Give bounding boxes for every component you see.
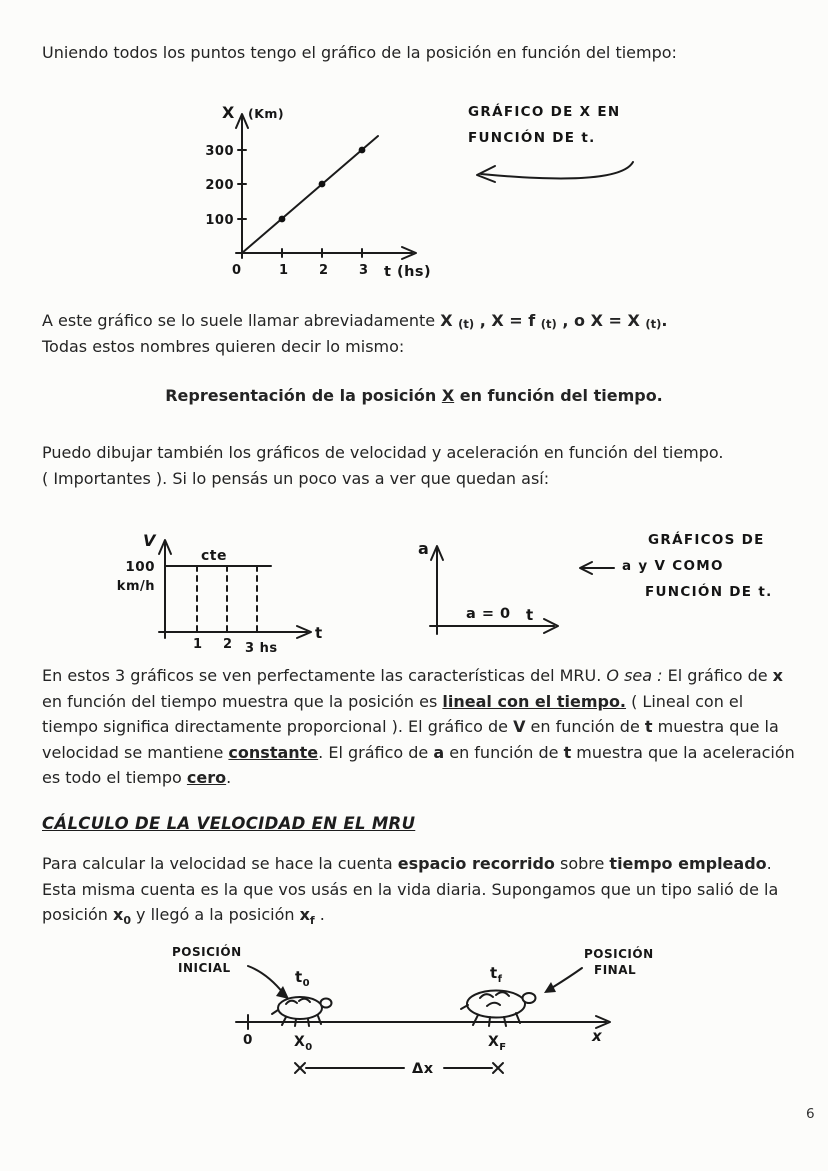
text-run: muestra que la velocidad se mantiene [42,717,779,762]
data-point-1 [279,216,286,223]
x-tick-3: 3 [359,263,369,278]
t0-base: t [295,968,303,986]
x0-subscript: 0 [305,1042,313,1053]
phrase-constante: constante [228,742,319,762]
annotation-arrow-left [455,152,640,192]
x-axis-label: t [526,606,534,624]
text-run: y llegó a la posición [130,905,300,925]
turtle-final [461,991,536,1027]
phrase-tiempo-empleado: tiempo empleado [609,854,767,873]
text-run: En estos 3 gráficos se ven perfectamente las características del MRU. [42,666,607,685]
paragraph-intro: Uniendo todos los puntos tengo el gráfico de la posición en función del tiempo: [42,43,677,62]
xf-base: X [488,1034,500,1050]
text-run: ( Importantes ). Si lo pensás un poco vas a ver que quedan así: [42,468,550,488]
text-run: en función de [444,742,564,762]
annotation-arrow-left-small [574,560,616,576]
y-tick-300: 300 [205,144,234,159]
x0-label [294,1034,313,1053]
text-run: . [314,905,325,925]
text-run: . Esta misma cuenta es la que vos usás en la vida diaria. Supongamos que un tipo salió de la posición [42,854,779,925]
text-run: . [226,768,232,788]
text-run: muestra que la aceleración es todo el tiempo [42,742,795,788]
text-run: . El gráfico de [318,742,434,762]
symbol-t: t [644,717,653,737]
paragraph-mru-characteristics [42,663,796,791]
subscript-t: (t) [458,317,475,331]
y-axis-unit: (Km) [248,106,285,121]
paragraph-velocity-calc [42,851,802,930]
y-axis-label: a [418,539,430,558]
paragraph-velocity-accel [42,440,802,491]
delta-x-left-mark [295,1063,305,1073]
data-point-2 [319,181,326,188]
position-time-graph [180,98,460,293]
t0-subscript: 0 [302,978,311,989]
symbol-a: a [433,742,445,762]
text-run: Todas estos nombres quieren decir lo mismo: [42,336,405,356]
dashed-guides [197,566,257,632]
annotation-posicion-final-line2: FINAL [594,963,637,977]
text-run-bold: , X = f [474,311,541,330]
x0-base: X [294,1034,306,1050]
symbol-xf [299,905,315,928]
subscript-t: (t) [540,317,557,331]
annotation-graficos-va-line3: FUNCIÓN DE t. [645,584,773,600]
text-run: Puedo dibujar también los gráficos de velocidad y aceleración en función del tiempo. [42,443,724,462]
y-axis-label: X [222,103,235,122]
text-run-bold-underline: X [441,386,455,405]
origin-label: 0 [232,263,242,278]
phrase-espacio-recorrido: espacio recorrido [397,854,555,873]
delta-x-right-mark [493,1063,503,1073]
plotted-line [242,136,378,253]
text-run: sobre [554,854,610,873]
phrase-lineal: lineal con el tiempo. [442,691,627,711]
x-tick-2: 2 [319,263,329,278]
acceleration-time-graph [392,534,582,649]
a-equals-zero-label: a = 0 [466,606,511,622]
subscript-t: (t) [645,317,662,331]
symbol-v: V [513,717,526,737]
annotation-graficos-va-line2: a y V COMO [622,558,724,574]
y-axis-label: V [143,531,156,550]
cte-label: cte [201,548,227,564]
tf-base: t [490,964,498,982]
xf-base: x [299,905,310,925]
y-tick-100: 100 [205,213,234,228]
tf-subscript: f [497,974,503,985]
x-tick-1: 1 [193,637,203,652]
text-run: A este gráfico se lo suele llamar abreviadamente [42,311,441,330]
delta-x-label: Δx [412,1061,434,1077]
turtle-tail [272,1010,278,1014]
text-run-bold: Representación de la posición [165,386,442,405]
text-run: en función del tiempo muestra que la posición es [42,691,443,711]
xf-subscript: F [499,1042,507,1053]
xf-label [488,1034,507,1053]
x-tick-2: 2 [223,637,233,652]
paragraph-names [42,308,802,359]
symbol-x: x [772,666,783,685]
x-tick-1: 1 [279,263,289,278]
statement-representation [0,383,828,409]
annotation-grafico-x-line2: FUNCIÓN DE t. [468,130,596,146]
symbol-t: t [563,742,572,762]
annotation-posicion-final-line1: POSICIÓN [584,947,654,961]
annotation-grafico-x-line1: GRÁFICO DE X EN [468,104,621,120]
text-run: El gráfico de [662,666,773,685]
text-run: Para calcular la velocidad se hace la cuenta [42,854,398,873]
x-axis-label: x [592,1027,603,1045]
annotation-posicion-inicial-line1: POSICIÓN [172,945,242,959]
turtle-head [523,993,536,1003]
text-run-bold: . [661,311,668,330]
arrow-to-final [550,968,582,989]
t0-label [295,968,310,989]
xf-subscript: f [309,914,315,928]
text-run-bold: X [440,311,459,330]
x-tick-3: 3 hs [245,641,278,656]
data-point-3 [359,147,366,154]
x-axis-label: t [315,624,323,642]
phrase-cero: cero [186,768,227,788]
x0-subscript: 0 [123,914,131,928]
arrow-to-initial [248,966,284,994]
y-unit: km/h [116,579,155,594]
page-number: 6 [806,1106,815,1122]
position-axis-diagram [148,938,748,1108]
text-run: ( Lineal con el tiempo significa directamente proporcional ). El gráfico de [42,691,744,737]
text-run-italic: O sea : [606,666,663,685]
turtle-head [321,999,332,1008]
x-axis-label: t (hs) [384,264,432,280]
y-tick-200: 200 [205,178,234,193]
arrow-shaft [481,162,633,178]
text-run-bold: en función del tiempo. [454,386,663,405]
origin-label: 0 [243,1032,253,1048]
annotation-graficos-va-line1: GRÁFICOS DE [648,532,765,548]
x0-base: x [112,905,124,925]
text-run: en función de [525,717,645,737]
annotation-posicion-inicial-line2: INICIAL [178,961,231,975]
y-tick-100: 100 [125,559,155,575]
symbol-x0 [112,905,131,928]
tf-label [490,964,503,985]
text-run-bold: , o X = X [556,311,646,330]
section-heading-velocity-mru: CÁLCULO DE LA VELOCIDAD EN EL MRU [42,814,416,833]
velocity-time-graph [85,526,335,658]
